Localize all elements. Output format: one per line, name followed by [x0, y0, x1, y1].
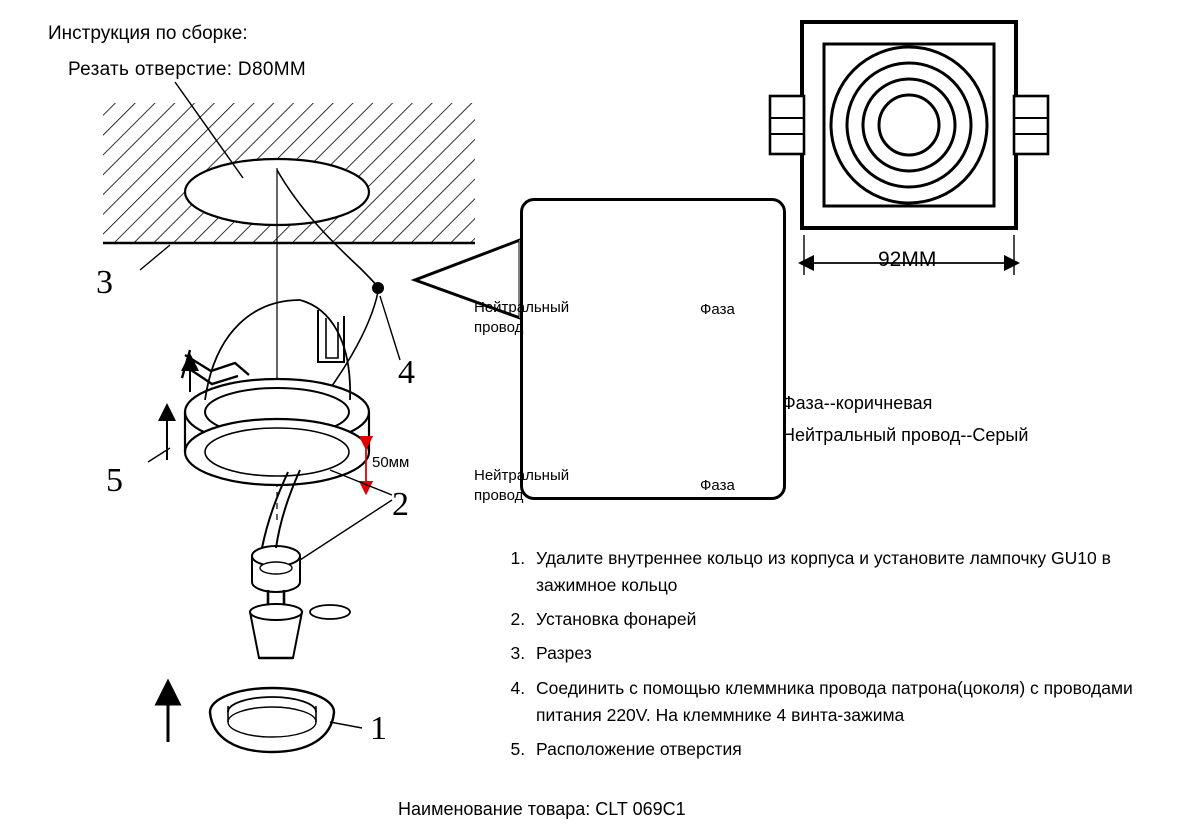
step-item: 5. Расположение отверстия — [530, 736, 1190, 763]
phase-label-top: Фаза — [700, 301, 735, 318]
callout-1: 1 — [370, 710, 387, 747]
phase-label-bottom: Фаза — [700, 477, 735, 494]
cut-hole-label: Резать отверстие: D80MM — [68, 59, 306, 80]
step-item: 1. Удалите внутреннее кольцо из корпуса и установите лампочку GU10 в зажимное кольцо — [530, 545, 1190, 599]
instruction-steps-list — [478, 545, 1190, 770]
neutral-label-top: Нейтральный провод — [474, 299, 570, 337]
dimension-92mm: 92MM — [878, 248, 937, 271]
dimension-50mm: 50мм — [372, 454, 410, 471]
callout-2: 2 — [392, 486, 409, 523]
callout-4: 4 — [398, 354, 415, 391]
step-item: 2. Установка фонарей — [530, 606, 1190, 633]
neutral-label-bottom: Нейтральный провод — [474, 467, 570, 505]
legend-neutral-color: Нейтральный провод--Серый — [782, 425, 1029, 445]
ceiling-hatch-region — [103, 103, 475, 243]
step-item: 4. Соединить с помощью клеммника провода патрона(цоколя) с проводами питания 220V. На клеммнике 4 винта-зажима — [530, 675, 1190, 729]
spring-clips — [182, 350, 249, 384]
step-item: 3. Разрез — [530, 640, 1190, 667]
decorative-ring — [210, 688, 334, 752]
callout-5: 5 — [106, 462, 123, 499]
gu10-lamp-assembly — [250, 470, 350, 658]
page-title: Инструкция по сборке: — [48, 23, 248, 44]
product-name-label: Наименование товара: CLT 069C1 — [398, 799, 686, 819]
wiring-detail-box — [520, 198, 786, 500]
callout-3: 3 — [96, 264, 113, 301]
legend-phase-color: Фаза--коричневая — [782, 393, 933, 413]
fixture-front-view — [770, 22, 1048, 275]
